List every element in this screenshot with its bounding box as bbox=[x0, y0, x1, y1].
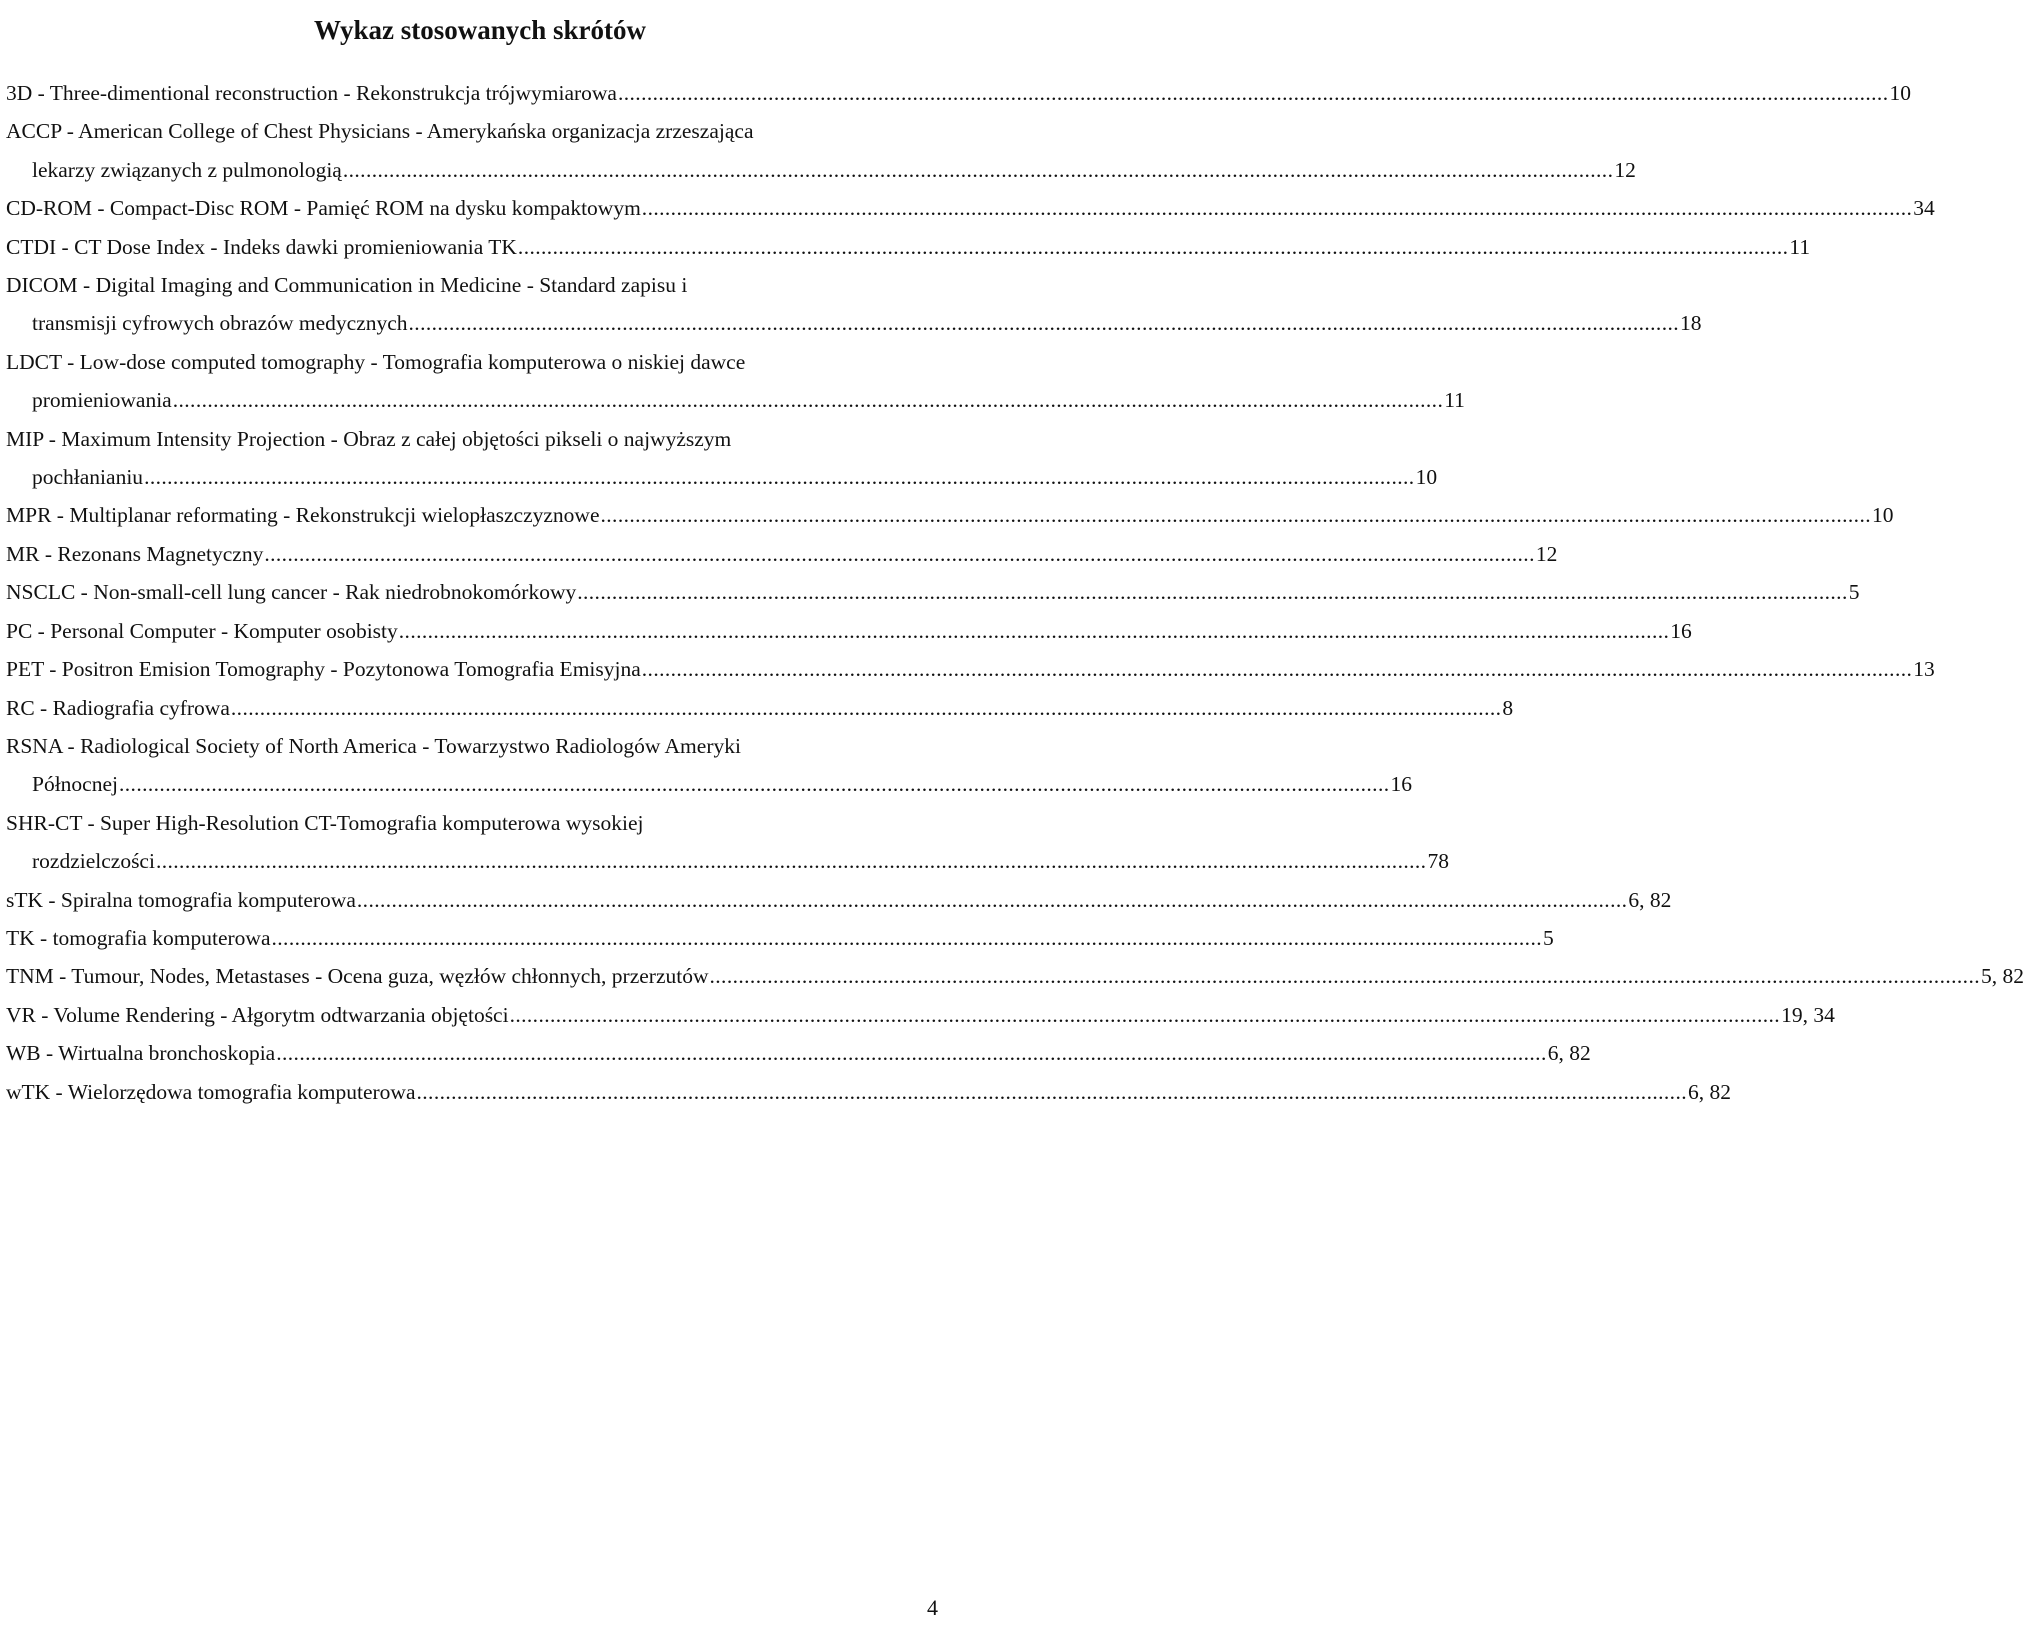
abbreviation-entry bbox=[6, 804, 1449, 881]
entry-text: 3D - Three-dimentional reconstruction - Rekonstrukcja trójwymiarowa bbox=[6, 81, 617, 105]
entry-page-ref: 12 bbox=[1535, 541, 1558, 566]
entry-text: rozdzielczości bbox=[32, 849, 155, 874]
dot-leader: ............................................................................................................................................................................................................................ bbox=[276, 1041, 1547, 1066]
entry-page-ref: 6, 82 bbox=[1628, 887, 1672, 912]
entry-text: CD-ROM - Compact-Disc ROM - Pamięć ROM na dysku kompaktowym bbox=[6, 196, 641, 221]
abbreviation-entry bbox=[6, 1073, 1731, 1111]
entry-line bbox=[6, 458, 1438, 496]
abbreviation-entry bbox=[6, 957, 2024, 995]
entry-text: MR - Rezonans Magnetyczny bbox=[6, 541, 264, 566]
dot-leader: ............................................................................................................................................................................................................................ bbox=[271, 925, 1542, 950]
abbreviation-entry bbox=[6, 612, 1692, 650]
entry-page-ref: 78 bbox=[1427, 849, 1449, 874]
entry-text: lekarzy związanych z pulmonologią bbox=[32, 157, 342, 182]
dot-leader: ............................................................................................................................................................................................................................ bbox=[617, 81, 1889, 105]
entry-text: MPR - Multiplanar reformating - Rekonstrukcji wielopłaszczyznowe bbox=[6, 503, 600, 528]
entry-page-ref: 6, 82 bbox=[1688, 1079, 1731, 1104]
dot-leader: ............................................................................................................................................................................................................................ bbox=[398, 618, 1670, 643]
abbreviation-entry bbox=[6, 535, 1558, 573]
entry-page-ref: 10 bbox=[1872, 503, 1894, 528]
entry-text-first-line: RSNA - Radiological Society of North America - Towarzystwo Radiologów Ameryki bbox=[6, 733, 741, 758]
abbreviation-entry bbox=[6, 189, 1935, 227]
entry-text: VR - Volume Rendering - Ałgorytm odtwarzania objętości bbox=[6, 1002, 509, 1027]
entry-line bbox=[6, 573, 1860, 611]
entry-page-ref: 18 bbox=[1680, 311, 1702, 336]
entry-text-first-line: SHR-CT - Super High-Resolution CT-Tomografia komputerowa wysokiej bbox=[6, 810, 644, 835]
entry-line bbox=[6, 996, 1835, 1034]
abbreviation-entry bbox=[6, 74, 1911, 112]
entry-line bbox=[6, 919, 1554, 957]
abbreviation-entry bbox=[6, 650, 1935, 688]
entry-page-ref: 16 bbox=[1670, 618, 1692, 643]
entry-text: WB - Wirtualna bronchoskopia bbox=[6, 1041, 276, 1066]
page-number: 4 bbox=[927, 1595, 938, 1620]
entry-page-ref: 10 bbox=[1415, 465, 1438, 490]
entry-page-ref: 11 bbox=[1789, 234, 1811, 259]
abbreviation-entry bbox=[6, 881, 1672, 919]
abbreviation-entry bbox=[6, 266, 1702, 343]
entry-text: TK - tomografia komputerowa bbox=[6, 925, 271, 950]
entry-line bbox=[6, 228, 1811, 266]
entry-page-ref: 19, 34 bbox=[1781, 1002, 1835, 1027]
entry-line bbox=[6, 842, 1449, 880]
entry-text: NSCLC - Non-small-cell lung cancer - Rak niedrobnokomórkowy bbox=[6, 580, 577, 605]
entry-text-first-line: ACCP - American College of Chest Physicians - Amerykańska organizacja zrzeszająca bbox=[6, 119, 754, 144]
dot-leader: ............................................................................................................................................................................................................................ bbox=[230, 695, 1502, 720]
dot-leader: ............................................................................................................................................................................................................................ bbox=[356, 887, 1628, 912]
dot-leader: ............................................................................................................................................................................................................................ bbox=[709, 964, 1980, 989]
dot-leader: ............................................................................................................................................................................................................................ bbox=[641, 196, 1913, 221]
entry-page-ref: 12 bbox=[1614, 157, 1636, 182]
entry-line bbox=[6, 151, 1636, 189]
abbreviation-entry bbox=[6, 496, 1894, 534]
entry-text: promieniowania bbox=[32, 388, 172, 413]
entry-text-first-line: DICOM - Digital Imaging and Communication in Medicine - Standard zapisu i bbox=[6, 273, 688, 298]
abbreviation-entry bbox=[6, 420, 1438, 497]
entry-page-ref: 16 bbox=[1390, 772, 1412, 797]
entry-line bbox=[6, 496, 1894, 534]
entry-page-ref: 10 bbox=[1889, 81, 1911, 105]
abbreviation-entry bbox=[6, 112, 1636, 189]
dot-leader: ............................................................................................................................................................................................................................ bbox=[155, 849, 1427, 874]
entry-text-first-line: LDCT - Low-dose computed tomography - Tomografia komputerowa o niskiej dawce bbox=[6, 349, 746, 374]
dot-leader: ............................................................................................................................................................................................................................ bbox=[509, 1002, 1781, 1027]
entry-text: RC - Radiografia cyfrowa bbox=[6, 695, 230, 720]
entry-text: wTK - Wielorzędowa tomografia komputerowa bbox=[6, 1079, 416, 1104]
entry-line bbox=[6, 957, 2024, 995]
entry-line bbox=[6, 689, 1514, 727]
entry-line bbox=[6, 189, 1935, 227]
abbreviation-entry bbox=[6, 228, 1811, 266]
entry-text: transmisji cyfrowych obrazów medycznych bbox=[32, 311, 408, 336]
abbreviation-entry bbox=[6, 343, 1465, 420]
dot-leader: ............................................................................................................................................................................................................................ bbox=[641, 657, 1913, 682]
entry-text: PC - Personal Computer - Komputer osobisty bbox=[6, 618, 398, 643]
dot-leader: ............................................................................................................................................................................................................................ bbox=[342, 157, 1614, 182]
entry-text: Północnej bbox=[32, 772, 118, 797]
entry-text-first-line: MIP - Maximum Intensity Projection - Obraz z całej objętości pikseli o najwyższym bbox=[6, 426, 732, 451]
entry-text: PET - Positron Emision Tomography - Pozytonowa Tomografia Emisyjna bbox=[6, 657, 641, 682]
page-title: Wykaz stosowanych skrótów bbox=[313, 15, 646, 46]
entry-page-ref: 11 bbox=[1444, 388, 1465, 413]
abbreviation-entry bbox=[6, 573, 1860, 611]
entry-line bbox=[6, 765, 1412, 803]
dot-leader: ............................................................................................................................................................................................................................ bbox=[264, 541, 1535, 566]
entry-page-ref: 5 bbox=[1543, 925, 1554, 950]
entry-page-ref: 8 bbox=[1502, 695, 1514, 720]
abbreviation-entry bbox=[6, 996, 1835, 1034]
dot-leader: ............................................................................................................................................................................................................................ bbox=[408, 311, 1680, 336]
entry-line bbox=[6, 74, 1911, 112]
abbreviation-list bbox=[6, 74, 2024, 1111]
abbreviation-entry bbox=[6, 689, 1514, 727]
dot-leader: ............................................................................................................................................................................................................................ bbox=[600, 503, 1871, 528]
dot-leader: ............................................................................................................................................................................................................................ bbox=[517, 234, 1789, 259]
dot-leader: ............................................................................................................................................................................................................................ bbox=[144, 465, 1415, 490]
abbreviation-entry bbox=[6, 727, 1412, 804]
entry-text: CTDI - CT Dose Index - Indeks dawki promieniowania TK bbox=[6, 234, 517, 259]
dot-leader: ............................................................................................................................................................................................................................ bbox=[416, 1079, 1687, 1104]
entry-line bbox=[6, 535, 1558, 573]
entry-line bbox=[6, 612, 1692, 650]
entry-line bbox=[6, 381, 1465, 419]
dot-leader: ............................................................................................................................................................................................................................ bbox=[119, 772, 1390, 797]
entry-page-ref: 34 bbox=[1913, 196, 1935, 221]
entry-line bbox=[6, 1034, 1591, 1072]
entry-page-ref: 5 bbox=[1848, 580, 1860, 605]
entry-line bbox=[6, 304, 1702, 342]
entry-line bbox=[6, 881, 1672, 919]
entry-line bbox=[6, 650, 1935, 688]
dot-leader: ............................................................................................................................................................................................................................ bbox=[172, 388, 1444, 413]
entry-page-ref: 5, 82 bbox=[1981, 964, 2024, 989]
entry-text: pochłanianiu bbox=[32, 465, 144, 490]
entry-text: sTK - Spiralna tomografia komputerowa bbox=[6, 887, 356, 912]
dot-leader: ............................................................................................................................................................................................................................ bbox=[577, 580, 1848, 605]
entry-text: TNM - Tumour, Nodes, Metastases - Ocena guza, węzłów chłonnych, przerzutów bbox=[6, 964, 709, 989]
entry-page-ref: 13 bbox=[1913, 657, 1935, 682]
entry-page-ref: 6, 82 bbox=[1547, 1041, 1591, 1066]
entry-line bbox=[6, 1073, 1731, 1111]
abbreviation-entry bbox=[6, 1034, 1591, 1072]
abbreviation-entry bbox=[6, 919, 1554, 957]
